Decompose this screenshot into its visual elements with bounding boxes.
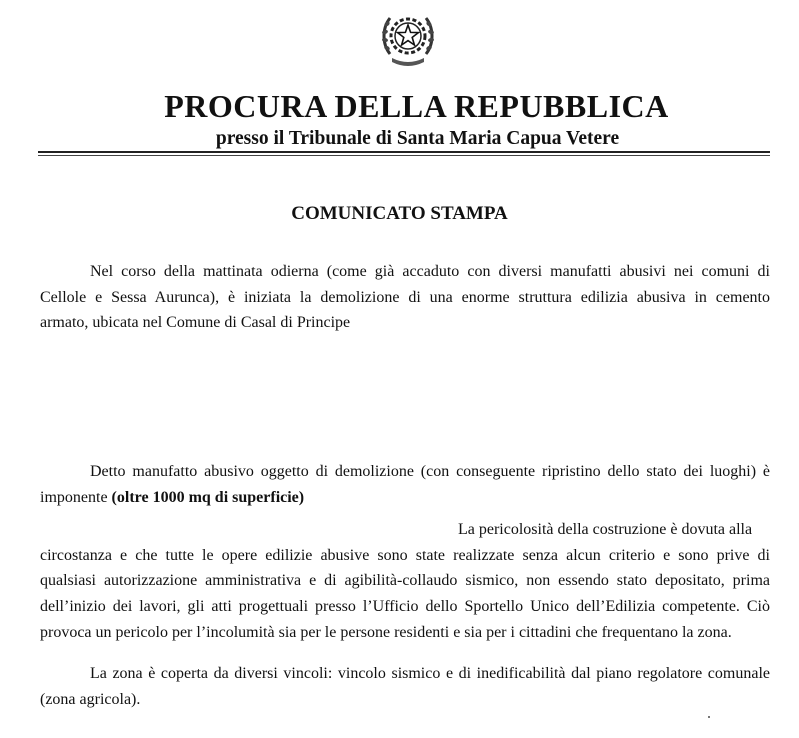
office-title: PROCURA DELLA REPUBBLICA (164, 88, 669, 124)
paragraph-3-line: La pericolosità della costruzione è dovuta alla (458, 521, 753, 538)
paragraph-3-line: dell’inizio dei lavori, gli atti progettuali presso l’Ufficio dello Sportello Unico dell’Edilizia competente. Ciò (40, 598, 770, 616)
paragraph-2-text: imponente (40, 488, 112, 506)
scan-speck (708, 716, 710, 718)
surface-area-bold: (oltre 1000 mq di superficie) (111, 488, 305, 506)
paragraph-1-line: armato, ubicata nel Comune di Casal di Principe (40, 314, 351, 332)
paragraph-4 (40, 661, 770, 712)
paragraph-1-line: Nel corso della mattinata odierna (come già accaduto con diversi manufatti abusivi nei comuni di (90, 263, 770, 280)
paragraph-3-line: provoca un pericolo per l’incolumità sia per le persone residenti e sia per i cittadini che frequentano la zona. (40, 623, 732, 641)
paragraph-4-line: La zona è coperta da diversi vincoli: vincolo sismico e di inedificabilità dal piano regolatore comunale (90, 665, 770, 682)
header-divider (38, 151, 770, 153)
paragraph-3-line: qualsiasi autorizzazione amministrativa e di agibilità-collaudo sismico, non essendo stato depositato, prima (40, 572, 770, 590)
paragraph-4-line: (zona agricola). (40, 690, 141, 708)
paragraph-1-line: Cellole e Sessa Aurunca), è iniziata la demolizione di una enorme struttura edilizia abusiva in cemento (40, 288, 770, 306)
document-heading: COMUNICATO STAMPA (291, 203, 508, 224)
paragraph-3 (40, 517, 770, 646)
paragraph-1 (40, 259, 770, 336)
header-divider-thin (38, 155, 770, 156)
italian-republic-emblem-icon (380, 8, 436, 68)
office-subtitle: presso il Tribunale di Santa Maria Capua Vetere (215, 128, 620, 149)
paragraph-2-line: Detto manufatto abusivo oggetto di demolizione (con conseguente ripristino dello stato dei luoghi) è (90, 463, 770, 480)
paragraph-2 (40, 459, 770, 510)
paragraph-2-line (40, 485, 770, 511)
paragraph-3-line: circostanza e che tutte le opere edilizie abusive sono state realizzate senza alcun criterio e sono prive di (40, 546, 770, 564)
